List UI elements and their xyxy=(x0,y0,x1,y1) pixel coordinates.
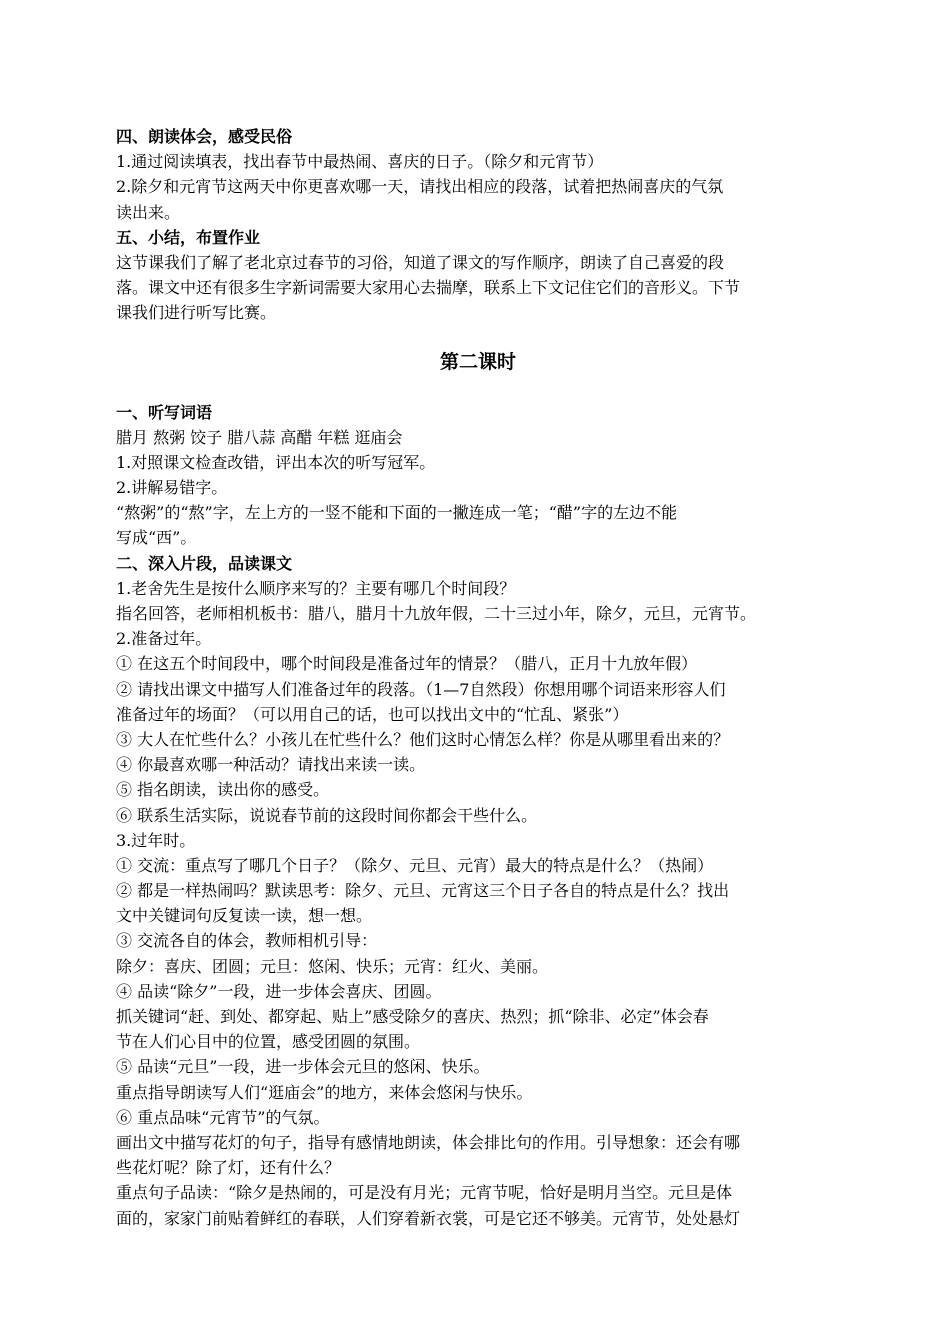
paragraph-line: ② 都是一样热闹吗？默读思考：除夕、元旦、元宵这三个日子各自的特点是什么？找出 xyxy=(116,881,730,901)
paragraph-line: 面的，家家门前贴着鲜红的春联，人们穿着新衣裳，可是它还不够美。元宵节，处处悬灯 xyxy=(116,1208,741,1228)
paragraph-line: 腊月 熬粥 饺子 腊八蒜 高醋 年糕 逛庙会 xyxy=(116,427,403,447)
paragraph-line: ① 在这五个时间段中，哪个时间段是准备过年的情景？（腊八，正月十九放年假） xyxy=(116,654,698,674)
document-page xyxy=(116,124,840,1231)
paragraph-line: 准备过年的场面？（可以用自己的话，也可以找出文中的“忙乱、紧张”） xyxy=(116,704,629,724)
lesson-title: 第二课时 xyxy=(439,350,516,373)
paragraph-line: 重点指导朗读写人们“逛庙会”的地方，来体会悠闲与快乐。 xyxy=(116,1082,533,1102)
paragraph-line: 2.准备过年。 xyxy=(116,629,212,649)
paragraph-line: 落。课文中还有很多生字新词需要大家用心去揣摩，联系上下文记住它们的音形义。下节 xyxy=(116,278,741,298)
paragraph-line: “熬粥”的“熬”字，左上方的一竖不能和下面的一撇连成一笔；“醋”字的左边不能 xyxy=(116,503,678,523)
paragraph-line: ④ 你最喜欢哪一种活动？请找出来读一读。 xyxy=(116,755,426,775)
paragraph-line: ⑥ 联系生活实际，说说春节前的这段时间你都会干些什么。 xyxy=(116,805,538,825)
paragraph-line: 除夕：喜庆、团圆；元旦：悠闲、快乐；元宵：红火、美丽。 xyxy=(116,956,549,976)
paragraph-line: 读出来。 xyxy=(116,202,181,222)
paragraph-line: 节在人们心目中的位置，感受团圆的氛围。 xyxy=(116,1032,421,1052)
paragraph-line: 写成“西”。 xyxy=(116,528,197,548)
section-heading: 二、深入片段，品读课文 xyxy=(116,553,293,573)
paragraph-line: 课我们进行听写比赛。 xyxy=(116,303,277,323)
paragraph-line: ⑥ 重点品味“元宵节”的气氛。 xyxy=(116,1107,330,1127)
paragraph-line: 2.除夕和元宵节这两天中你更喜欢哪一天，请找出相应的段落，试着把热闹喜庆的气氛 xyxy=(116,177,724,197)
paragraph-line: 2.讲解易错字。 xyxy=(116,478,228,498)
paragraph-line: ② 请找出课文中描写人们准备过年的段落。（1—7自然段）你想用哪个词语来形容人们 xyxy=(116,679,726,699)
paragraph-line: ③ 交流各自的体会，教师相机引导： xyxy=(116,931,378,951)
paragraph-line: 3.过年时。 xyxy=(116,830,196,850)
paragraph-line: 1.对照课文检查改错，评出本次的听写冠军。 xyxy=(116,452,436,472)
paragraph-line: 1.通过阅读填表，找出春节中最热闹、喜庆的日子。（除夕和元宵节） xyxy=(116,152,604,172)
paragraph-line: ① 交流：重点写了哪几个日子？（除夕、元旦、元宵）最大的特点是什么？（热闹） xyxy=(116,855,714,875)
section-heading: 一、听写词语 xyxy=(116,402,213,422)
paragraph-line: 些花灯呢？除了灯，还有什么？ xyxy=(116,1158,341,1178)
paragraph-line: ③ 大人在忙些什么？小孩儿在忙些什么？他们这时心情怎么样？你是从哪里看出来的？ xyxy=(116,729,730,749)
paragraph-line: 抓关键词“赶、到处、都穿起、贴上”感受除夕的喜庆、热烈；抓“除非、必定”体会春 xyxy=(116,1007,709,1026)
section-heading: 五、小结，布置作业 xyxy=(116,227,261,247)
paragraph-line: 重点句子品读：“除夕是热闹的，可是没有月光；元宵节呢，恰好是明月当空。元旦是体 xyxy=(116,1183,733,1203)
section-heading: 四、朗读体会，感受民俗 xyxy=(116,127,293,146)
paragraph-line: ④ 品读“除夕”一段，进一步体会喜庆、团圆。 xyxy=(116,981,442,1001)
paragraph-line: 指名回答，老师相机板书：腊八，腊月十九放年假，二十三过小年，除夕，元旦，元宵节。 xyxy=(116,604,757,623)
paragraph-line: 画出文中描写花灯的句子，指导有感情地朗读，体会排比句的作用。引导想象：还会有哪 xyxy=(116,1132,741,1152)
paragraph-line: 1.老舍先生是按什么顺序来写的？主要有哪几个时间段？ xyxy=(116,578,516,598)
paragraph-line: ⑤ 品读“元旦”一段，进一步体会元旦的悠闲、快乐。 xyxy=(116,1057,490,1077)
paragraph-line: 这节课我们了解了老北京过春节的习俗，知道了课文的写作顺序，朗读了自己喜爱的段 xyxy=(116,252,725,272)
paragraph-line: ⑤ 指名朗读，读出你的感受。 xyxy=(116,780,330,800)
paragraph-line: 文中关键词句反复读一读，想一想。 xyxy=(116,906,373,926)
